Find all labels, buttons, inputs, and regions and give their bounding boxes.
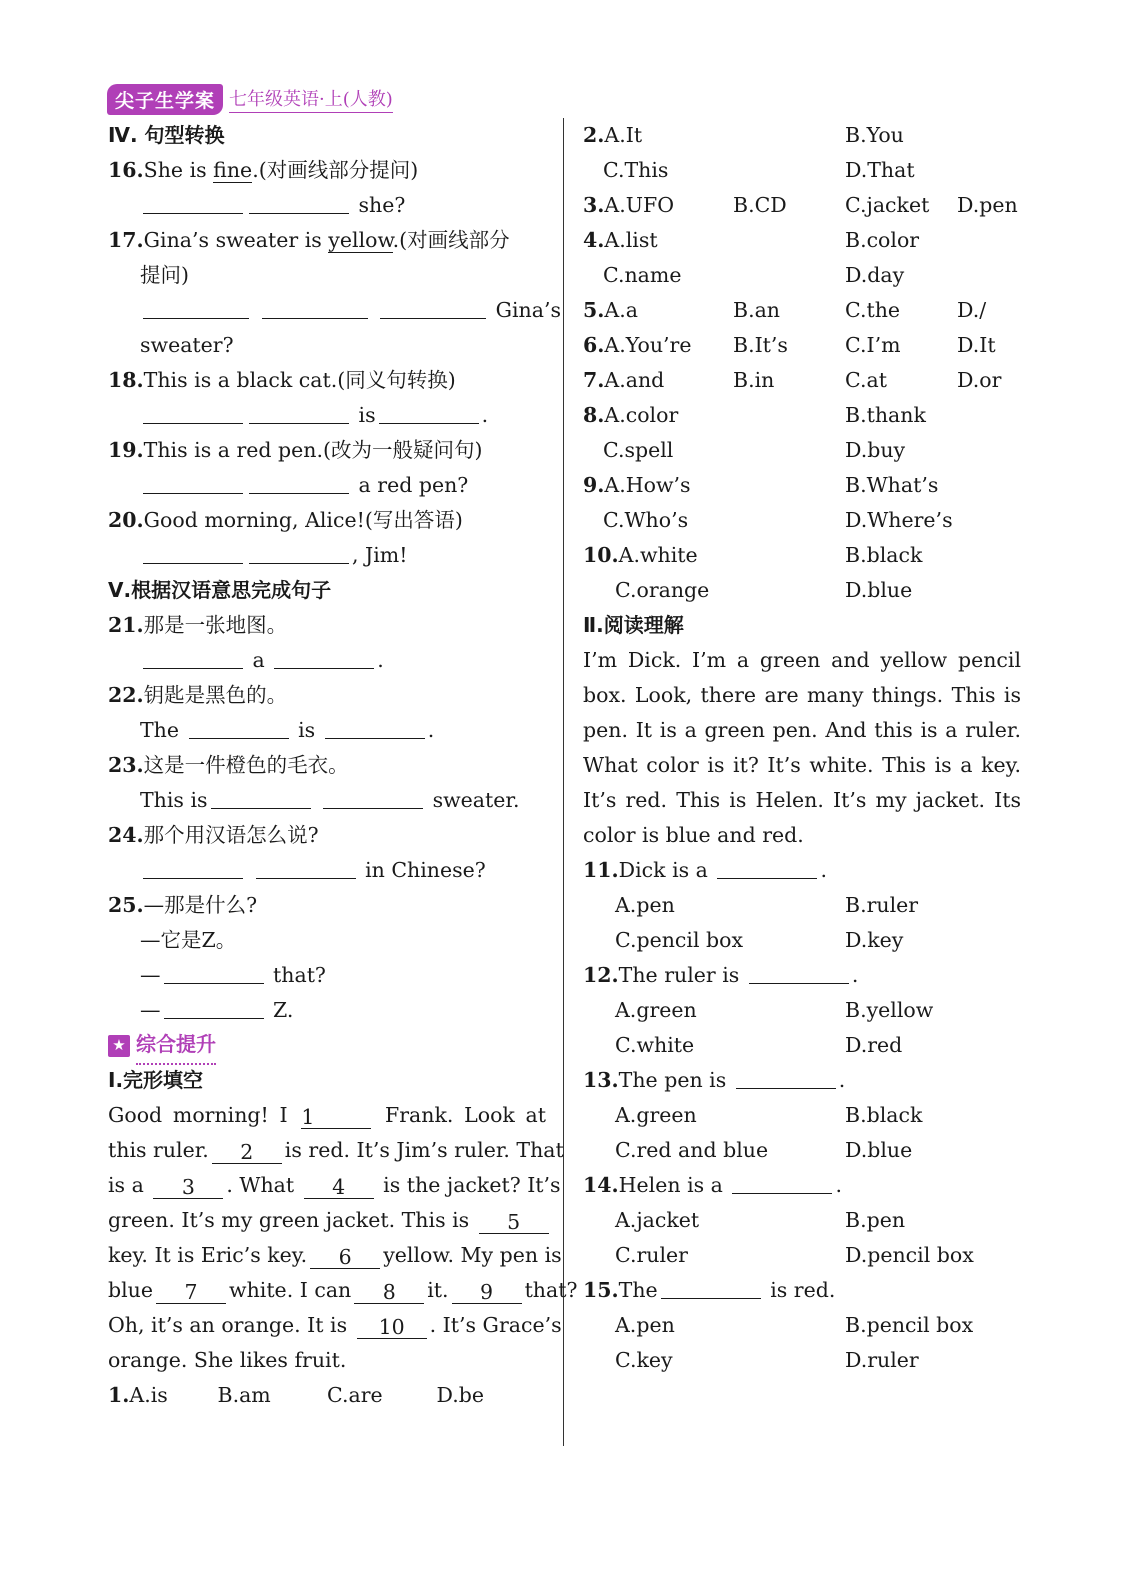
answer-blank[interactable] [143,541,243,564]
option-b[interactable]: B.You [845,123,904,147]
option-d[interactable]: D.be [436,1383,484,1407]
option-d[interactable]: D.key [845,928,904,952]
question-17-answer-cont: sweater? [140,333,234,357]
answer-blank[interactable] [143,856,243,879]
question-23: 23.这是一件橙色的毛衣。 [108,753,349,777]
question-19-answer: a red pen? [108,468,546,503]
option-a[interactable]: 8.A.color [583,403,679,427]
answer-blank[interactable] [249,541,349,564]
question-16: 16.She is fine.(对画线部分提问) [108,158,419,182]
section-1-heading: Ⅰ.完形填空 [108,1068,204,1092]
question-14: 14.Helen is a . [583,1173,842,1197]
question-17: 17.Gina’s sweater is yellow.(对画线部分 [108,228,510,252]
question-18: 18.This is a black cat.(同义句转换) [108,368,456,392]
option-d[interactable]: D.ruler [845,1348,919,1372]
option-d[interactable]: D.day [845,263,905,287]
question-16-answer: she? [108,188,546,223]
answer-blank[interactable] [164,996,264,1019]
passage-line-1: I’m Dick. I’m a green and yellow pencil [583,648,1021,672]
passage-line-2: box. Look, there are many things. This is [583,683,1021,707]
section-2-heading: Ⅱ.阅读理解 [583,613,684,637]
question-17-answer: Gina’s [108,293,546,328]
option-a[interactable]: A.green [615,1103,697,1127]
option-c[interactable]: C.Who’s [603,508,689,532]
option-b[interactable]: B.black [845,543,923,567]
option-b[interactable]: B.color [845,228,920,252]
option-d[interactable]: D.It [957,333,996,357]
section-4-heading: Ⅳ. 句型转换 [108,123,225,147]
option-b[interactable]: B.an [733,298,781,322]
cloze-question-8-cont [583,433,1021,468]
option-c[interactable]: C.spell [603,438,674,462]
option-a[interactable]: 6.A.You’re [583,333,692,357]
answer-blank[interactable] [732,1171,832,1194]
answer-blank[interactable] [717,856,817,879]
question-14-options-2 [583,1238,1021,1273]
comprehensive-section-heading: ★ 综合提升 [108,1028,546,1063]
question-13-options-1 [583,1098,1021,1133]
question-15: 15.The is red. [583,1278,836,1302]
option-c[interactable]: C.pencil box [615,928,744,952]
answer-blank[interactable] [164,961,264,984]
option-d[interactable]: D.or [957,368,1002,392]
option-d[interactable]: D.That [845,158,915,182]
cloze-line-8: orange. She likes fruit. [108,1348,347,1372]
brand-label: 尖子生学案 [107,84,223,115]
option-c[interactable]: C.jacket [845,193,930,217]
option-d[interactable]: D.pencil box [845,1243,974,1267]
answer-blank[interactable] [274,646,374,669]
answer-blank[interactable] [143,191,243,214]
question-20: 20.Good morning, Alice!(写出答语) [108,508,463,532]
cloze-line-4: green. It’s my green jacket. This is 5 [108,1203,546,1238]
option-b[interactable]: B.yellow [845,998,934,1022]
option-c[interactable]: C.are [327,1383,383,1407]
option-c[interactable]: C.orange [615,578,710,602]
answer-blank[interactable] [211,786,311,809]
question-25-line4: — Z. [140,998,294,1022]
answer-blank[interactable] [379,401,479,424]
option-d[interactable]: D.blue [845,578,913,602]
answer-blank[interactable] [323,786,423,809]
question-15-options-1 [583,1308,1021,1343]
answer-blank[interactable] [143,471,243,494]
option-b[interactable]: B.black [845,1103,923,1127]
cloze-line-5: key. It is Eric’s key. 6 yellow. My pen is [108,1243,562,1269]
cloze-line-3: is a 3 . What 4 is the jacket? It’s [108,1173,561,1199]
option-b[interactable]: B.CD [733,193,787,217]
option-b[interactable]: B.am [217,1383,271,1407]
passage-line-4: What color is it? It’s white. This is a key. [583,753,1021,777]
cloze-line-1: Good morning! I 1 Frank. Look at [108,1103,546,1129]
option-a[interactable]: 1.A.is [108,1383,168,1407]
column-divider [563,118,564,1446]
question-12-options-2 [583,1028,1021,1063]
option-a[interactable]: 3.A.UFO [583,193,675,217]
option-a[interactable]: 10.A.white [583,543,698,567]
question-17-cont: 提问) [140,263,189,287]
question-22-answer: The is . [140,718,435,742]
answer-blank[interactable] [249,471,349,494]
option-b[interactable]: B.in [733,368,775,392]
cloze-question-4-cont [583,258,1021,293]
option-a[interactable]: 9.A.How’s [583,473,691,497]
section-5-heading: Ⅴ.根据汉语意思完成句子 [108,578,332,602]
question-25-line3: — that? [140,963,326,987]
option-d[interactable]: D.buy [845,438,906,462]
answer-blank[interactable] [380,296,486,319]
question-21-answer: a . [108,643,546,678]
left-column [108,118,578,1413]
question-25: 25.—那是什么? [108,893,258,917]
answer-blank[interactable] [661,1276,761,1299]
option-d[interactable]: D.red [845,1033,903,1057]
answer-blank[interactable] [143,646,243,669]
cloze-question-3 [583,188,1021,223]
answer-blank[interactable] [189,716,289,739]
question-25-line2: —它是Z。 [140,928,237,952]
star-icon: ★ [108,1035,130,1057]
question-13: 13.The pen is . [583,1068,846,1092]
cloze-question-2-cont [583,153,1021,188]
cloze-line-7: Oh, it’s an orange. It is 10 . It’s Grace’s [108,1313,562,1339]
option-d[interactable]: D./ [957,298,987,322]
cloze-question-5 [583,293,1021,328]
question-13-options-2 [583,1133,1021,1168]
right-column [583,118,1021,1378]
answer-blank[interactable] [325,716,425,739]
cloze-question-10-cont [583,573,1021,608]
book-title: 七年级英语·上(人教) [229,85,393,113]
cloze-line-6: blue 7 white. I can 8 it. 9 that? [108,1278,578,1304]
question-11: 11.Dick is a . [583,858,827,882]
question-11-options-1 [583,888,1021,923]
option-c[interactable]: C.I’m [845,333,901,357]
question-12-options-1 [583,993,1021,1028]
option-a[interactable]: A.jacket [615,1208,700,1232]
option-b[interactable]: B.thank [845,403,926,427]
option-c[interactable]: C.white [615,1033,695,1057]
cloze-line-2: this ruler. 2 is red. It’s Jim’s ruler. That [108,1138,564,1164]
option-b[interactable]: B.It’s [733,333,788,357]
cloze-question-6 [583,328,1021,363]
cloze-question-9-cont [583,503,1021,538]
question-24-answer: in Chinese? [108,853,546,888]
option-a[interactable]: 4.A.list [583,228,658,252]
cloze-question-7 [583,363,1021,398]
question-20-answer: , Jim! [108,538,546,573]
passage-line-6: color is blue and red. [583,823,804,847]
answer-blank[interactable] [736,1066,836,1089]
answer-blank[interactable] [262,296,368,319]
option-b[interactable]: B.What’s [845,473,939,497]
question-22: 22.钥匙是黑色的。 [108,683,288,707]
question-21: 21.那是一张地图。 [108,613,288,637]
cloze-question-9 [583,468,1021,503]
option-d[interactable]: D.blue [845,1138,913,1162]
passage-line-5: It’s red. This is Helen. It’s my jacket. Its [583,788,1021,812]
page-header [107,84,393,114]
option-c[interactable]: C.This [603,158,669,182]
answer-blank[interactable] [143,401,243,424]
option-b[interactable]: B.ruler [845,893,919,917]
question-14-options-1 [583,1203,1021,1238]
question-24: 24.那个用汉语怎么说? [108,823,319,847]
question-15-options-2 [583,1343,1021,1378]
option-a[interactable]: A.pen [615,893,675,917]
question-19: 19.This is a red pen.(改为一般疑问句) [108,438,483,462]
answer-blank[interactable] [143,296,249,319]
question-18-answer: is . [108,398,546,433]
option-c[interactable]: C.key [615,1348,673,1372]
option-c[interactable]: C.red and blue [615,1138,769,1162]
cloze-question-1 [108,1378,546,1413]
option-a[interactable]: A.green [615,998,697,1022]
answer-blank[interactable] [249,191,349,214]
answer-blank[interactable] [249,401,349,424]
passage-line-3: pen. It is a green pen. And this is a ruler. [583,718,1021,742]
cloze-question-8 [583,398,1021,433]
question-23-answer: This is sweater. [140,788,520,812]
option-a[interactable]: 5.A.a [583,298,638,322]
option-d[interactable]: D.Where’s [845,508,953,532]
option-a[interactable]: A.pen [615,1313,675,1337]
cloze-question-2 [583,118,1021,153]
option-c[interactable]: C.at [845,368,887,392]
option-b[interactable]: B.pen [845,1208,906,1232]
option-a[interactable]: 7.A.and [583,368,665,392]
option-a[interactable]: 2.A.It [583,123,643,147]
answer-blank[interactable] [256,856,356,879]
option-c[interactable]: C.ruler [615,1243,688,1267]
question-11-options-2 [583,923,1021,958]
cloze-question-10 [583,538,1021,573]
option-c[interactable]: C.name [603,263,682,287]
cloze-question-4 [583,223,1021,258]
option-b[interactable]: B.pencil box [845,1313,974,1337]
option-c[interactable]: C.the [845,298,901,322]
option-d[interactable]: D.pen [957,193,1018,217]
question-12: 12.The ruler is . [583,963,859,987]
answer-blank[interactable] [749,961,849,984]
